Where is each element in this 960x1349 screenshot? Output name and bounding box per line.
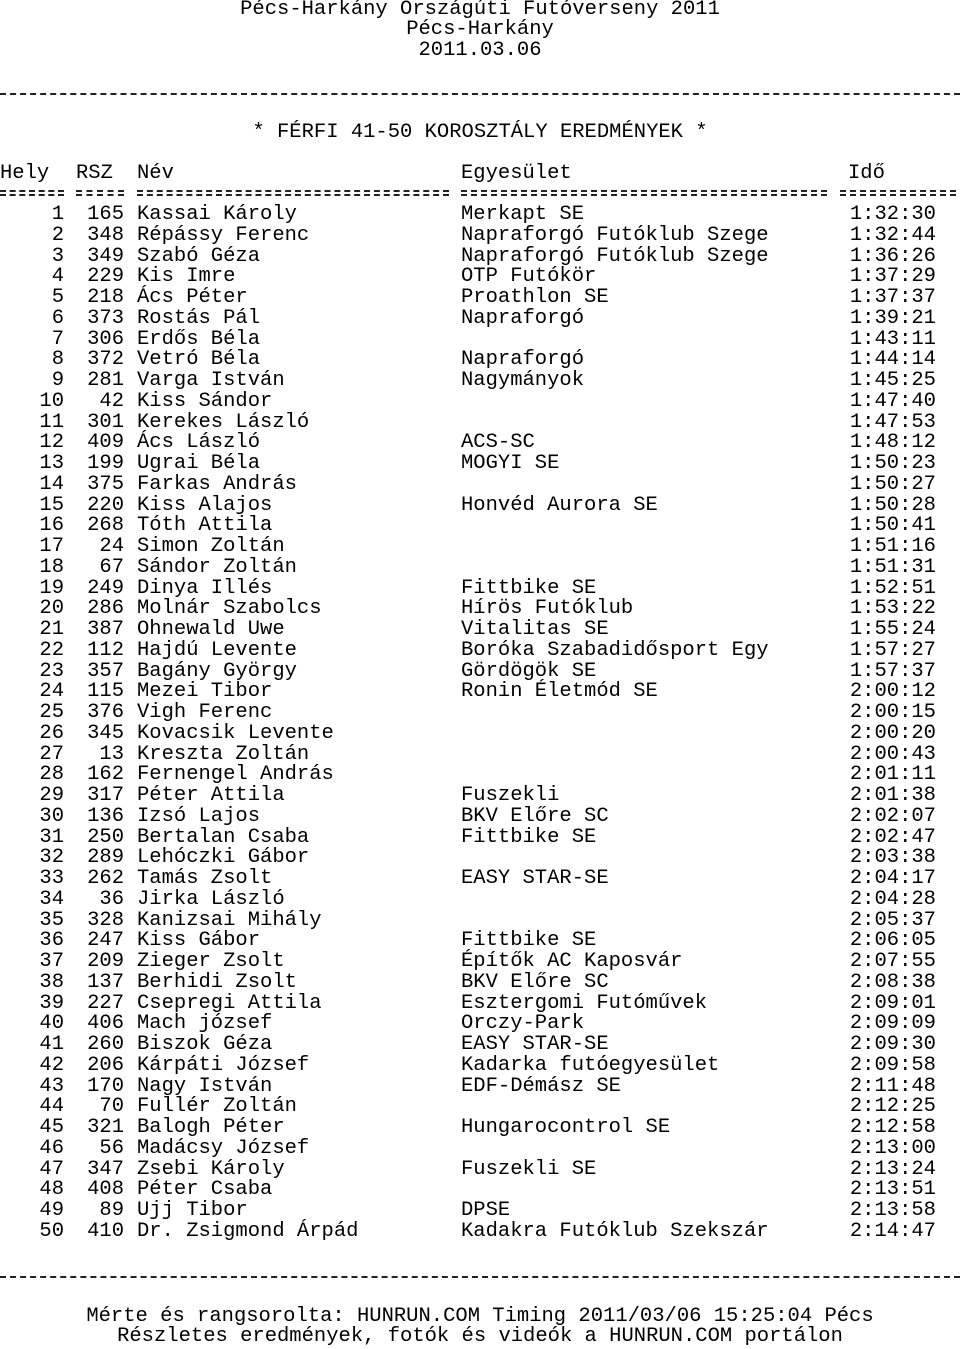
bib-cell: 70 (99, 1095, 124, 1119)
bib-cell: 373 (87, 306, 124, 330)
time-cell: 1:50:28 (849, 493, 936, 517)
result-row (0, 825, 960, 849)
name-cell: Répássy Ferenc (137, 223, 310, 247)
time-cell: 1:51:31 (849, 555, 936, 579)
rank-cell: 27 (39, 742, 64, 766)
bib-cell: 209 (87, 950, 124, 973)
club-cell: Napraforgó Futóklub Szege (461, 223, 769, 247)
result-row (0, 1074, 960, 1098)
rank-cell: 3 (51, 244, 64, 268)
club-cell: BKV Előre SC (461, 804, 609, 828)
name-cell: Csepregi Attila (137, 991, 322, 1015)
bib-cell: 67 (99, 555, 124, 579)
name-cell: Rostás Pál (137, 306, 261, 330)
name-cell: Kárpáti József (137, 1053, 310, 1077)
name-cell: Dr. Zsigmond Árpád (137, 1219, 359, 1243)
bib-cell: 345 (87, 721, 124, 745)
result-row (0, 1157, 960, 1181)
rank-cell: 13 (39, 452, 64, 475)
result-row (0, 223, 960, 247)
result-row (0, 786, 960, 806)
rank-cell: 19 (39, 576, 64, 600)
bib-cell: 56 (99, 1136, 124, 1160)
result-row (0, 1219, 960, 1243)
result-row (0, 537, 960, 557)
time-cell: 1:57:27 (849, 638, 936, 662)
rank-cell: 20 (39, 597, 64, 621)
bib-cell: 218 (87, 286, 124, 309)
name-cell: Zieger Zsolt (137, 950, 285, 973)
bib-cell: 229 (87, 265, 124, 289)
name-cell: Sándor Zoltán (137, 555, 297, 579)
name-cell: Kreszta Zoltán (137, 742, 310, 766)
bib-cell: 317 (87, 784, 124, 807)
rank-cell: 14 (39, 472, 64, 496)
club-cell: EDF-Démász SE (461, 1074, 621, 1098)
time-cell: 1:55:24 (849, 618, 936, 641)
result-row (0, 267, 960, 287)
result-row (0, 433, 960, 453)
bib-cell: 136 (87, 804, 124, 828)
result-row (0, 638, 960, 662)
time-cell: 2:04:17 (849, 867, 936, 890)
name-cell: Ujj Tibor (137, 1199, 248, 1222)
time-cell: 2:00:15 (849, 701, 936, 724)
time-cell: 2:00:12 (849, 680, 936, 704)
result-row (0, 288, 960, 308)
time-cell: 1:37:29 (849, 265, 936, 289)
name-cell: Kanizsai Mihály (137, 908, 322, 932)
rank-cell: 41 (39, 1033, 64, 1056)
time-cell: 2:00:43 (849, 742, 936, 766)
result-row (0, 931, 960, 951)
col-header-time: Idő (848, 162, 885, 185)
club-cell: Honvéd Aurora SE (461, 493, 658, 517)
result-row (0, 721, 960, 745)
rank-cell: 12 (39, 431, 64, 455)
name-cell: Kiss Gábor (137, 929, 261, 953)
club-cell: BKV Előre SC (461, 970, 609, 994)
time-cell: 1:39:21 (849, 306, 936, 330)
rank-cell: 6 (51, 306, 64, 330)
time-cell: 2:12:58 (849, 1116, 936, 1139)
bib-cell: 260 (87, 1033, 124, 1056)
result-row (0, 327, 960, 351)
name-cell: Tóth Attila (137, 514, 273, 538)
name-cell: Vetró Béla (137, 348, 261, 372)
rank-cell: 49 (39, 1199, 64, 1222)
bib-cell: 306 (87, 327, 124, 351)
time-cell: 2:09:58 (849, 1053, 936, 1077)
result-row (0, 1118, 960, 1138)
club-cell: DPSE (461, 1199, 511, 1222)
time-cell: 1:48:12 (849, 431, 936, 455)
footer-portal: Részletes eredmények, fotók és videók a HUNRUN.COM portálon (117, 1325, 843, 1348)
time-cell: 1:43:11 (849, 327, 936, 351)
time-cell: 1:52:51 (849, 576, 936, 600)
rank-cell: 7 (51, 327, 64, 351)
name-cell: Vigh Ferenc (137, 701, 273, 724)
rank-cell: 5 (51, 286, 64, 309)
bib-cell: 372 (87, 348, 124, 372)
name-cell: Berhidi Zsolt (137, 970, 297, 994)
bib-cell: 410 (87, 1219, 124, 1243)
result-row (0, 1097, 960, 1117)
result-row (0, 952, 960, 972)
club-cell: Proathlon SE (461, 286, 609, 309)
result-row (0, 991, 960, 1015)
time-cell: 2:01:38 (849, 784, 936, 807)
club-cell: Hírös Futóklub (461, 597, 634, 621)
rank-cell: 40 (39, 1012, 64, 1036)
name-cell: Ugrai Béla (137, 452, 261, 475)
time-cell: 2:11:48 (849, 1074, 936, 1098)
name-cell: Ács László (137, 431, 261, 455)
separator-top (0, 93, 960, 95)
col-header-club: Egyesület (461, 162, 572, 185)
rank-cell: 24 (39, 680, 64, 704)
bib-cell: 406 (87, 1012, 124, 1036)
separator-bottom (0, 1276, 960, 1278)
rank-cell: 31 (39, 825, 64, 849)
bib-cell: 262 (87, 867, 124, 890)
result-row (0, 1201, 960, 1221)
result-row (0, 454, 960, 474)
time-cell: 1:36:26 (849, 244, 936, 268)
time-cell: 2:09:09 (849, 1012, 936, 1036)
name-cell: Fullér Zoltán (137, 1095, 297, 1119)
bib-cell: 137 (87, 970, 124, 994)
club-cell: Orczy-Park (461, 1012, 585, 1036)
rank-cell: 39 (39, 991, 64, 1015)
rank-cell: 11 (39, 410, 64, 434)
rank-cell: 30 (39, 804, 64, 828)
rank-cell: 4 (51, 265, 64, 289)
name-cell: Bagány György (137, 659, 297, 683)
time-cell: 1:50:27 (849, 472, 936, 496)
rank-cell: 33 (39, 867, 64, 890)
name-cell: Kiss Alajos (137, 493, 273, 517)
name-cell: Varga István (137, 369, 285, 392)
event-location: Pécs-Harkány (406, 18, 554, 41)
bib-cell: 165 (87, 203, 124, 226)
name-cell: Madácsy József (137, 1136, 310, 1160)
time-cell: 2:00:20 (849, 721, 936, 745)
rank-cell: 9 (51, 369, 64, 392)
event-date: 2011.03.06 (418, 39, 542, 62)
rank-cell: 2 (51, 223, 64, 247)
time-cell: 2:02:47 (849, 825, 936, 849)
time-cell: 2:13:24 (849, 1157, 936, 1181)
bib-cell: 301 (87, 410, 124, 434)
name-cell: Nagy István (137, 1074, 273, 1098)
time-cell: 1:50:41 (849, 514, 936, 538)
club-cell: EASY STAR-SE (461, 867, 609, 890)
time-cell: 2:03:38 (849, 846, 936, 870)
result-row (0, 389, 960, 413)
rank-cell: 45 (39, 1116, 64, 1139)
club-cell: Boróka Szabadidősport Egy (461, 638, 769, 662)
time-cell: 2:09:30 (849, 1033, 936, 1056)
result-row (0, 1180, 960, 1200)
name-cell: Molnár Szabolcs (137, 597, 322, 621)
rank-cell: 8 (51, 348, 64, 372)
bib-cell: 206 (87, 1053, 124, 1077)
name-cell: Mezei Tibor (137, 680, 273, 704)
result-row (0, 306, 960, 330)
club-cell: Fittbike SE (461, 929, 597, 953)
result-row (0, 703, 960, 723)
rank-cell: 50 (39, 1219, 64, 1243)
club-cell: Fittbike SE (461, 825, 597, 849)
name-cell: Biszok Géza (137, 1033, 273, 1056)
time-cell: 1:53:22 (849, 597, 936, 621)
name-cell: Izsó Lajos (137, 804, 261, 828)
result-row (0, 555, 960, 579)
result-row (0, 620, 960, 640)
bib-cell: 409 (87, 431, 124, 455)
rank-cell: 35 (39, 908, 64, 932)
time-cell: 2:07:55 (849, 950, 936, 973)
footer-timing: Mérte és rangsorolta: HUNRUN.COM Timing 2011/03/06 15:25:04 Pécs (86, 1305, 874, 1328)
club-cell: EASY STAR-SE (461, 1033, 609, 1056)
result-row (0, 908, 960, 932)
rank-cell: 38 (39, 970, 64, 994)
bib-cell: 24 (99, 535, 124, 558)
result-row (0, 804, 960, 828)
time-cell: 1:45:25 (849, 369, 936, 392)
bib-cell: 250 (87, 825, 124, 849)
result-row (0, 599, 960, 619)
club-cell: Fuszekli SE (461, 1157, 597, 1181)
bib-cell: 249 (87, 576, 124, 600)
name-cell: Bertalan Csaba (137, 825, 310, 849)
name-cell: Balogh Péter (137, 1116, 285, 1139)
name-cell: Kerekes László (137, 410, 310, 434)
name-cell: Erdős Béla (137, 327, 261, 351)
bib-cell: 268 (87, 514, 124, 538)
name-cell: Tamás Zsolt (137, 867, 273, 890)
time-cell: 1:47:40 (849, 389, 936, 413)
club-cell: Építők AC Kaposvár (461, 950, 683, 973)
bib-cell: 375 (87, 472, 124, 496)
category-title: * FÉRFI 41-50 KOROSZTÁLY EREDMÉNYEK * (252, 121, 708, 144)
bib-cell: 89 (99, 1199, 124, 1222)
time-cell: 1:47:53 (849, 410, 936, 434)
col-header-rank: Hely (0, 162, 50, 185)
club-cell: Napraforgó (461, 348, 585, 372)
result-row (0, 493, 960, 517)
time-cell: 2:05:37 (849, 908, 936, 932)
result-row (0, 1014, 960, 1034)
result-row (0, 576, 960, 600)
rank-cell: 21 (39, 618, 64, 641)
name-cell: Farkas András (137, 472, 297, 496)
rank-cell: 22 (39, 638, 64, 662)
bib-cell: 115 (87, 680, 124, 704)
bib-cell: 286 (87, 597, 124, 621)
club-cell: Kadakra Futóklub Szekszár (461, 1219, 769, 1243)
time-cell: 1:32:30 (849, 203, 936, 226)
time-cell: 2:13:51 (849, 1178, 936, 1202)
bib-cell: 348 (87, 223, 124, 247)
rank-cell: 32 (39, 846, 64, 870)
rank-cell: 34 (39, 887, 64, 911)
name-cell: Ács Péter (137, 286, 248, 309)
time-cell: 1:57:37 (849, 659, 936, 683)
name-cell: Simon Zoltán (137, 535, 285, 558)
result-row (0, 970, 960, 994)
bib-cell: 199 (87, 452, 124, 475)
result-row (0, 765, 960, 785)
bib-cell: 328 (87, 908, 124, 932)
club-cell: ACS-SC (461, 431, 535, 455)
result-row (0, 887, 960, 911)
time-cell: 2:09:01 (849, 991, 936, 1015)
club-cell: Kadarka futóegyesület (461, 1053, 720, 1077)
bib-cell: 36 (99, 887, 124, 911)
result-row (0, 371, 960, 391)
rank-cell: 47 (39, 1157, 64, 1181)
time-cell: 2:13:58 (849, 1199, 936, 1222)
name-cell: Péter Csaba (137, 1178, 273, 1202)
time-cell: 2:01:11 (849, 763, 936, 787)
time-cell: 2:08:38 (849, 970, 936, 994)
time-cell: 1:44:14 (849, 348, 936, 372)
bib-cell: 42 (99, 389, 124, 413)
col-header-name: Név (137, 162, 174, 185)
rank-cell: 25 (39, 701, 64, 724)
rank-cell: 26 (39, 721, 64, 745)
rank-cell: 44 (39, 1095, 64, 1119)
result-row (0, 410, 960, 434)
bib-cell: 247 (87, 929, 124, 953)
result-row (0, 350, 960, 370)
rank-cell: 15 (39, 493, 64, 517)
time-cell: 2:13:00 (849, 1136, 936, 1160)
rank-cell: 10 (39, 389, 64, 413)
name-cell: Szabó Géza (137, 244, 261, 268)
rank-cell: 36 (39, 929, 64, 953)
time-cell: 2:14:47 (849, 1219, 936, 1243)
club-cell: MOGYI SE (461, 452, 560, 475)
rank-cell: 29 (39, 784, 64, 807)
event-title: Pécs-Harkány Országúti Futóverseny 2011 (240, 0, 720, 21)
rank-cell: 37 (39, 950, 64, 973)
club-cell: Hungarocontrol SE (461, 1116, 671, 1139)
name-cell: Zsebi Károly (137, 1157, 285, 1181)
time-cell: 1:32:44 (849, 223, 936, 247)
result-row (0, 1035, 960, 1055)
name-cell: Jirka László (137, 887, 285, 911)
time-cell: 1:50:23 (849, 452, 936, 475)
col-header-rsz: RSZ (76, 162, 113, 185)
bib-cell: 408 (87, 1178, 124, 1202)
bib-cell: 112 (87, 638, 124, 662)
club-cell: Napraforgó (461, 306, 585, 330)
rank-cell: 46 (39, 1136, 64, 1160)
result-row (0, 682, 960, 702)
rank-cell: 17 (39, 535, 64, 558)
result-row (0, 244, 960, 268)
club-cell: OTP Futókör (461, 265, 597, 289)
bib-cell: 13 (99, 742, 124, 766)
time-cell: 2:02:07 (849, 804, 936, 828)
bib-cell: 227 (87, 991, 124, 1015)
rank-cell: 23 (39, 659, 64, 683)
name-cell: Kassai Károly (137, 203, 297, 226)
rank-cell: 16 (39, 514, 64, 538)
time-cell: 1:37:37 (849, 286, 936, 309)
club-cell: Esztergomi Futóművek (461, 991, 708, 1015)
club-cell: Ronin Életmód SE (461, 680, 658, 704)
time-cell: 2:12:25 (849, 1095, 936, 1119)
rank-cell: 42 (39, 1053, 64, 1077)
name-cell: Ohnewald Uwe (137, 618, 285, 641)
club-cell: Fuszekli (461, 784, 560, 807)
name-cell: Hajdú Levente (137, 638, 297, 662)
result-row (0, 659, 960, 683)
name-cell: Mach józsef (137, 1012, 273, 1036)
time-cell: 2:06:05 (849, 929, 936, 953)
bib-cell: 376 (87, 701, 124, 724)
name-cell: Péter Attila (137, 784, 285, 807)
column-header-row (0, 164, 960, 184)
club-cell: Fittbike SE (461, 576, 597, 600)
name-cell: Kiss Sándor (137, 389, 273, 413)
result-row (0, 848, 960, 868)
club-cell: Merkapt SE (461, 203, 585, 226)
result-row (0, 1136, 960, 1160)
bib-cell: 347 (87, 1157, 124, 1181)
time-cell: 1:51:16 (849, 535, 936, 558)
rank-cell: 28 (39, 763, 64, 787)
bib-cell: 349 (87, 244, 124, 268)
rank-cell: 43 (39, 1074, 64, 1098)
bib-cell: 162 (87, 763, 124, 787)
result-row (0, 472, 960, 496)
club-cell: Gördögök SE (461, 659, 597, 683)
bib-cell: 387 (87, 618, 124, 641)
club-cell: Napraforgó Futóklub Szege (461, 244, 769, 268)
result-row (0, 516, 960, 536)
rank-cell: 48 (39, 1178, 64, 1202)
club-cell: Vitalitas SE (461, 618, 609, 641)
name-cell: Kis Imre (137, 265, 236, 289)
result-row (0, 205, 960, 225)
bib-cell: 170 (87, 1074, 124, 1098)
name-cell: Kovacsik Levente (137, 721, 334, 745)
bib-cell: 357 (87, 659, 124, 683)
bib-cell: 289 (87, 846, 124, 870)
name-cell: Lehóczki Gábor (137, 846, 310, 870)
rank-cell: 1 (51, 203, 64, 226)
club-cell: Nagymányok (461, 369, 585, 392)
time-cell: 2:04:28 (849, 887, 936, 911)
bib-cell: 281 (87, 369, 124, 392)
bib-cell: 321 (87, 1116, 124, 1139)
name-cell: Dinya Illés (137, 576, 273, 600)
result-row (0, 1053, 960, 1077)
bib-cell: 220 (87, 493, 124, 517)
result-row (0, 742, 960, 766)
result-row (0, 869, 960, 889)
name-cell: Fernengel András (137, 763, 334, 787)
rank-cell: 18 (39, 555, 64, 579)
